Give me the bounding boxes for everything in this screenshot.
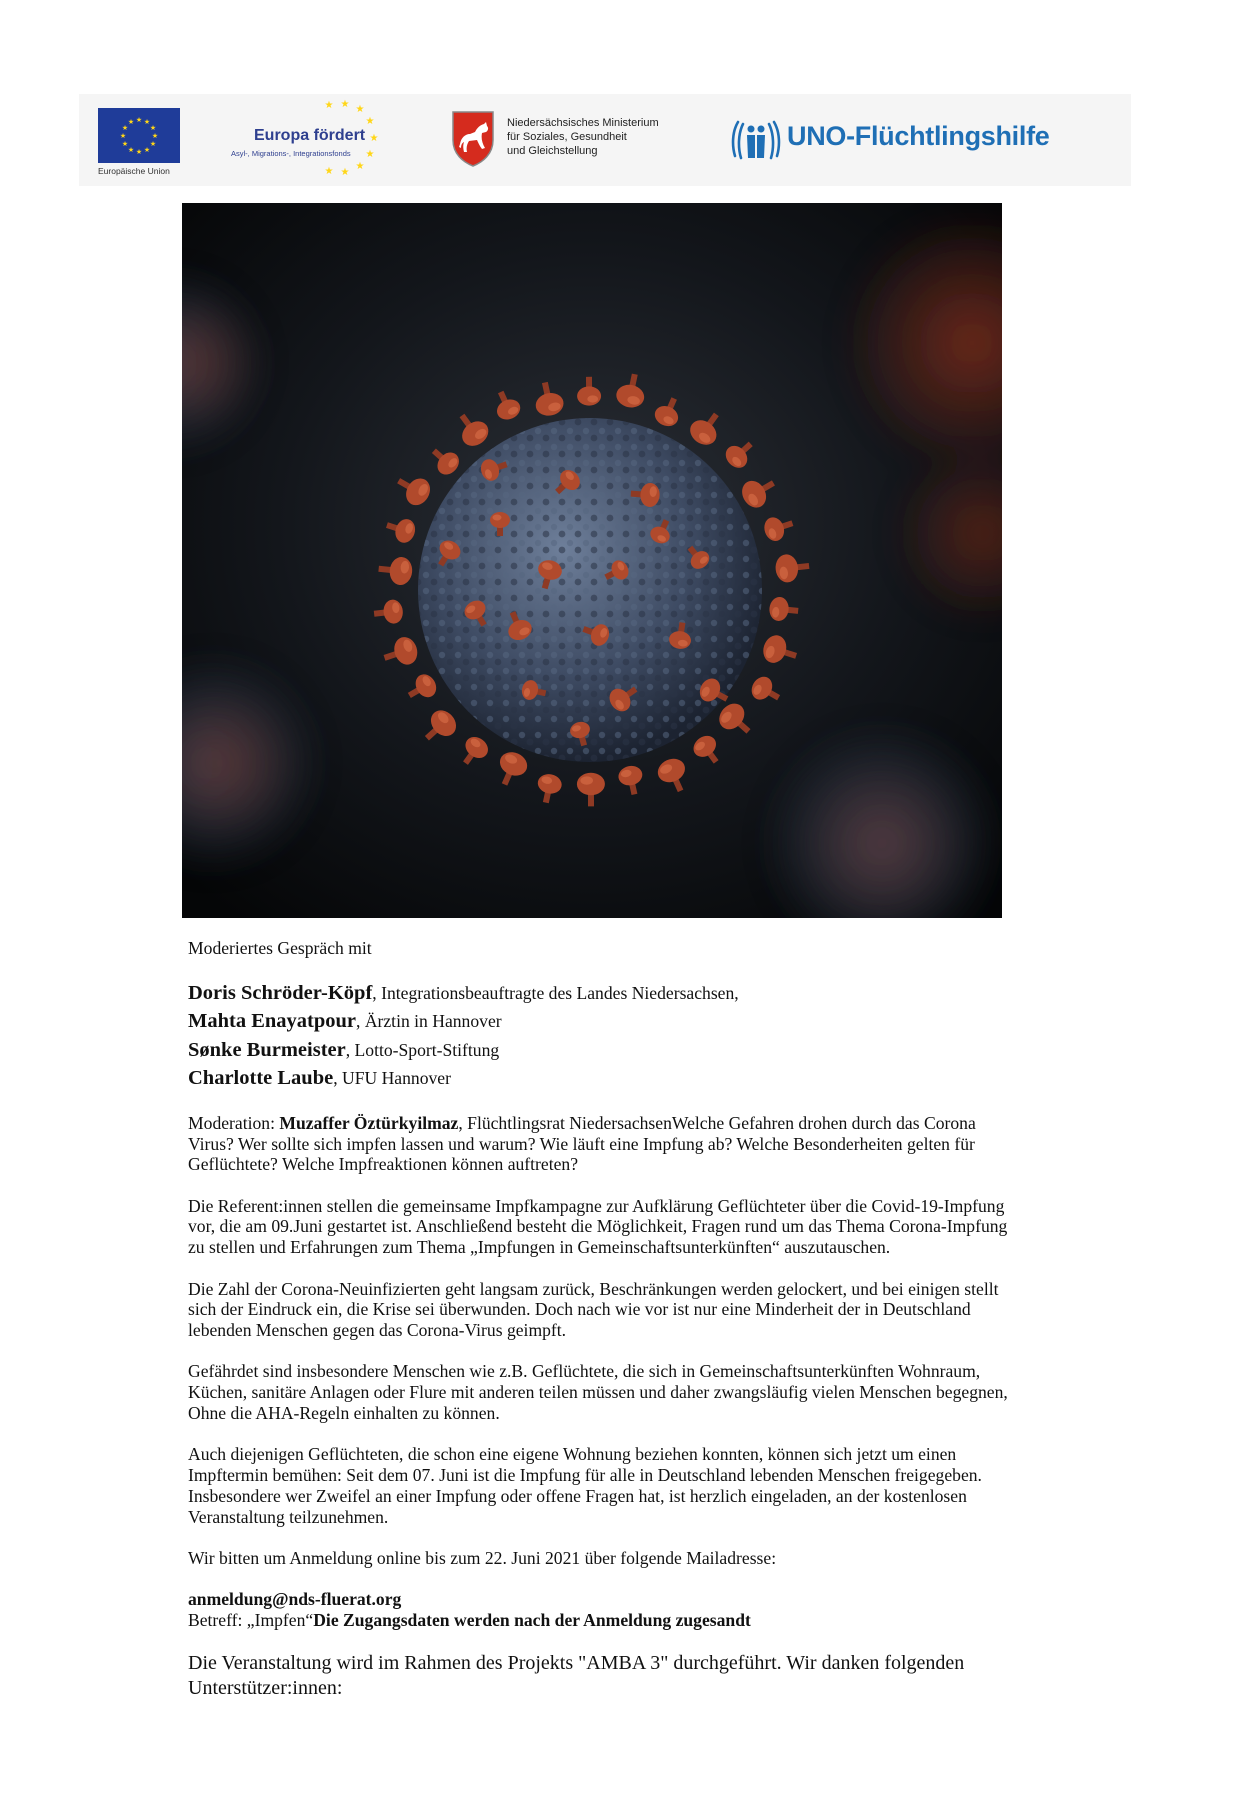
eu-caption: Europäische Union: [98, 166, 170, 176]
subject-label: Betreff: „Impfen“: [188, 1610, 314, 1631]
eu-logo: [98, 108, 182, 200]
europa-foerdert-subtitle: Asyl-, Migrations-, Integrationsfonds: [231, 149, 351, 158]
svg-text:★: ★: [369, 133, 379, 144]
registration-email[interactable]: anmeldung@nds-fluerat.org: [188, 1589, 402, 1610]
svg-text:★: ★: [143, 118, 151, 126]
event-description: [188, 938, 1008, 1701]
speaker-item: [188, 1007, 1008, 1036]
speaker-name: Charlotte Laube: [188, 1067, 334, 1090]
logo-banner: [79, 94, 1131, 186]
closing-paragraph: Die Veranstaltung wird im Rahmen des Projekts "AMBA 3" durchgeführt. Wir danken folgenden Unterstützer:innen:: [188, 1651, 965, 1699]
svg-text:★: ★: [324, 100, 334, 111]
eu-flag-icon: [98, 108, 180, 163]
uno-fluechtlingshilfe-logo: [729, 94, 1109, 186]
svg-text:★: ★: [324, 166, 334, 177]
speaker-item: [188, 1036, 1008, 1065]
europa-foerdert-title: Europa fördert: [254, 127, 366, 144]
speaker-role: , Integrationsbeauftragte des Landes Niedersachsen,: [372, 982, 739, 1003]
niedersachsen-horse-shield-icon: [451, 110, 495, 168]
svg-text:★: ★: [127, 146, 135, 154]
body-paragraph: Gefährdet sind insbesondere Menschen wie z.B. Geflüchtete, die sich in Gemeinschaftsunterkünften Wohnraum, Küchen, sanitäre Anlagen oder Flure mit anderen teilen müssen und daher zwangsläufig vielen Menschen begegnen, Ohne die AHA-Regeln einhalten zu können.: [188, 1361, 1008, 1424]
speaker-role: , UFU Hannover: [333, 1068, 451, 1089]
intro-line: Moderiertes Gespräch mit: [188, 938, 372, 958]
svg-text:★: ★: [119, 132, 127, 140]
svg-text:★: ★: [340, 99, 350, 110]
svg-text:★: ★: [365, 149, 375, 160]
registration-block: [188, 1589, 1008, 1631]
svg-text:★: ★: [121, 124, 129, 132]
speaker-name: Doris Schröder-Köpf: [188, 981, 373, 1004]
moderation-label: Moderation:: [188, 1112, 280, 1133]
body-paragraph: Die Zahl der Corona-Neuinfizierten geht langsam zurück, Beschränkungen werden gelockert, und bei einigen stellt sich der Eindruck ein, die Krise sei überwunden. Doch nach wie vor ist nur eine Minderheit der in Deutschland lebenden Menschen gegen das Corona-Virus geimpft.: [188, 1278, 999, 1341]
svg-text:★: ★: [365, 116, 375, 127]
body-paragraph: Die Referent:innen stellen die gemeinsame Impfkampagne zur Aufklärung Geflüchteter über die Covid-19-Impfung vor, die am 09.Juni gestartet ist. Anschließend besteht die Möglichkeit, Fragen rund um das Thema Corona-Impfung zu stellen und Erfahrungen zum Thema „Impfungen in Gemeinschaftsunterkünften“ auszutauschen.: [188, 1195, 1008, 1258]
niedersachsen-ministry-name: [507, 116, 659, 158]
svg-text:★: ★: [135, 116, 143, 124]
speaker-list: [188, 979, 1008, 1093]
svg-text:★: ★: [355, 104, 365, 115]
svg-text:★: ★: [135, 148, 143, 156]
svg-text:★: ★: [143, 146, 151, 154]
svg-text:★: ★: [149, 140, 157, 148]
subject-note: Die Zugangsdaten werden nach der Anmeldung zugesandt: [313, 1610, 751, 1631]
svg-text:★: ★: [340, 167, 350, 178]
svg-text:★: ★: [121, 140, 129, 148]
coronavirus-image: [182, 203, 1002, 918]
ministry-line-1: Niedersächsisches Ministerium: [507, 117, 659, 129]
uno-fluechtlingshilfe-name: UNO-Flüchtlingshilfe: [787, 121, 1050, 151]
speaker-name: Mahta Enayatpour: [188, 1010, 357, 1033]
ministry-line-2: für Soziales, Gesundheit: [507, 131, 627, 143]
svg-text:★: ★: [127, 118, 135, 126]
svg-text:★: ★: [149, 124, 157, 132]
body-paragraph: Auch diejenigen Geflüchteten, die schon eine eigene Wohnung beziehen konnten, können sich jetzt um einen Impftermin bemühen: Seit dem 07. Juni ist die Impfung für alle in Deutschland lebenden Menschen freigegeben. Insbesondere wer Zweifel an einer Impfung oder offene Fragen hat, ist herzlich eingeladen, an der kostenlosen Veranstaltung teilzunehmen.: [188, 1444, 982, 1527]
unhcr-people-icon: [729, 112, 783, 166]
speaker-item: [188, 1064, 1008, 1093]
niedersachsen-ministry-logo: [451, 94, 691, 186]
moderator-name: Muzaffer Öztürkyilmaz: [279, 1112, 459, 1133]
speaker-item: [188, 979, 1008, 1008]
ministry-line-3: und Gleichstellung: [507, 145, 598, 157]
registration-request: Wir bitten um Anmeldung online bis zum 22. Juni 2021 über folgende Mailadresse:: [188, 1548, 777, 1569]
speaker-role: , Ärztin in Hannover: [356, 1011, 502, 1032]
svg-text:★: ★: [151, 132, 159, 140]
svg-text:★: ★: [355, 161, 365, 172]
europa-foerdert-logo: [229, 94, 384, 186]
moderation-paragraph: [188, 1113, 1008, 1175]
speaker-name: Sønke Burmeister: [188, 1038, 346, 1061]
speaker-role: , Lotto-Sport-Stiftung: [345, 1039, 500, 1060]
moderation-text: , Flüchtlingsrat NiedersachsenWelche Gefahren drohen durch das Corona Virus? Wer sollte sich impfen lassen und warum? Wie läuft eine Impfung ab? Welche Besonderheiten gelten für Geflüchtete? Welche Impfreaktionen können auftreten?: [188, 1112, 976, 1175]
